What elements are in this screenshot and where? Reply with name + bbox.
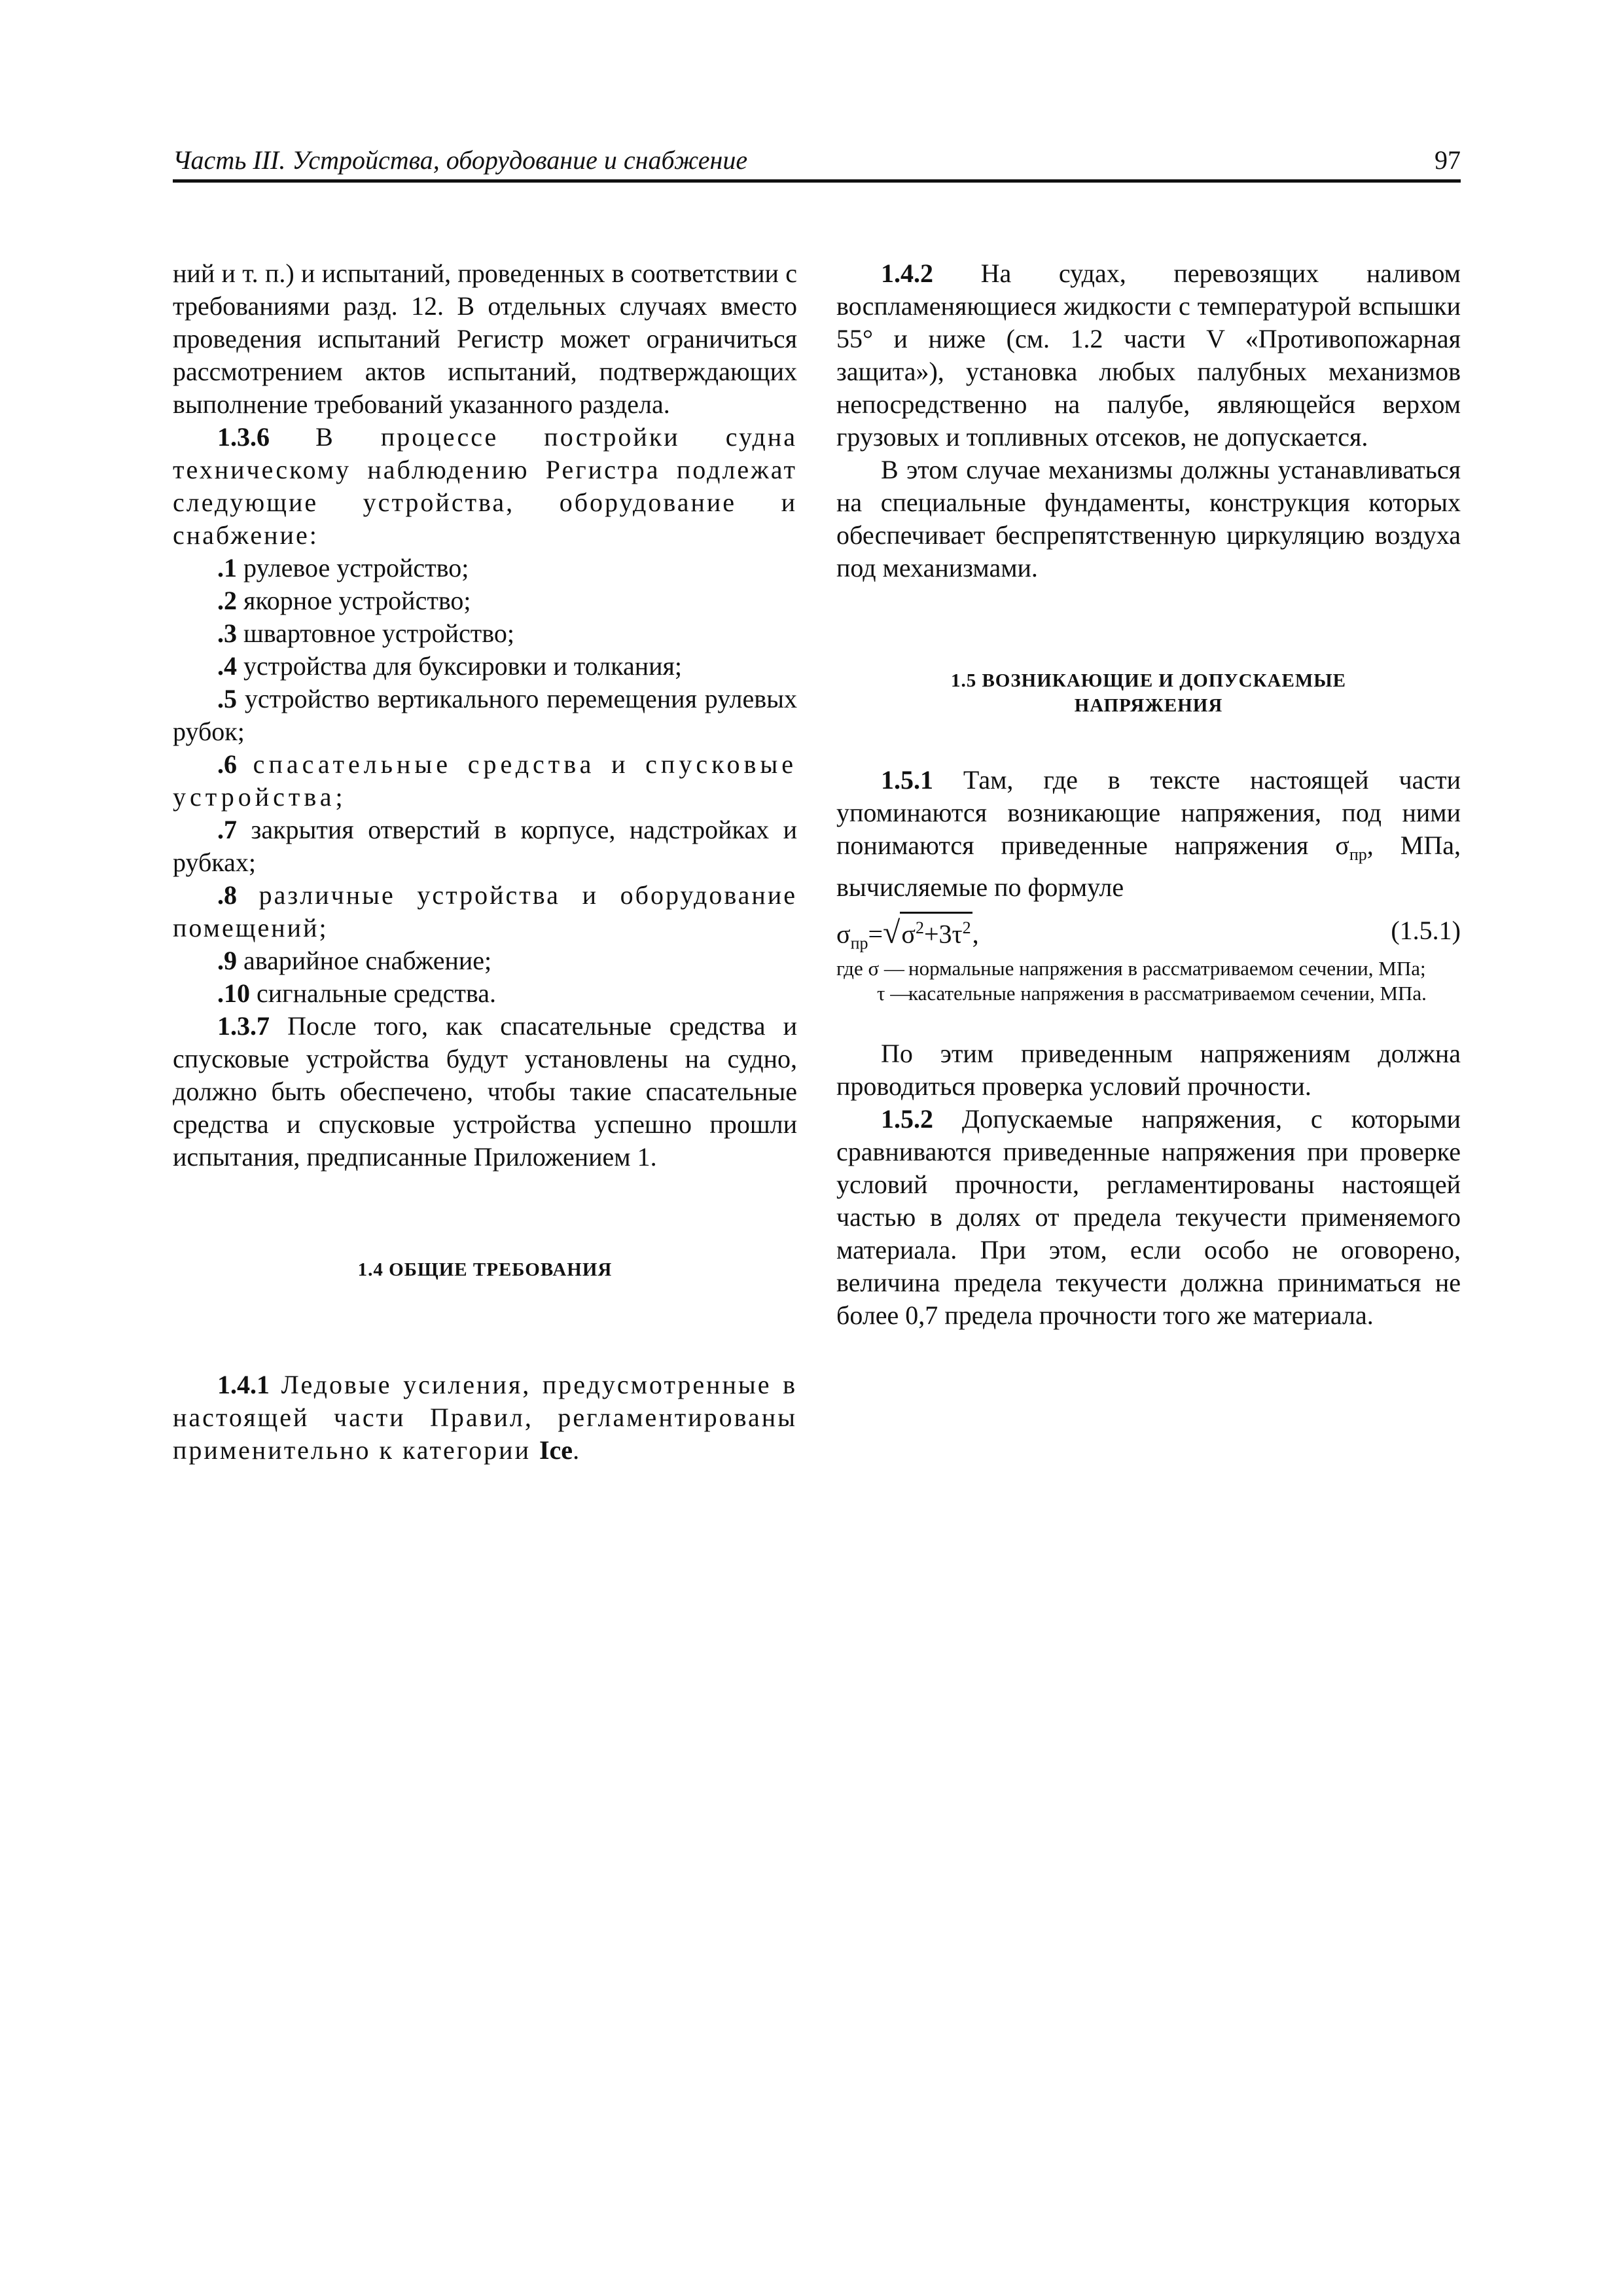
tau-term: +3τ	[923, 919, 963, 949]
list-item-number: .5	[217, 684, 237, 713]
list-item-number: .1	[217, 553, 237, 583]
sigma-term: σ	[901, 919, 916, 949]
clause-text: В процессе постройки судна техническому наблюдению Регистра подлежат следующие устройства, оборудование и снабжение:	[173, 422, 797, 550]
clause-text: Там, где в тексте настоящей части упоминаются возникающие напряжения, под ними понимаются приведенные напряжения σ	[836, 765, 1461, 860]
list-item-text: устройства для буксировки и толкания;	[237, 651, 683, 681]
formula-expression	[836, 912, 979, 962]
list-item	[173, 617, 797, 650]
list-item-number: .7	[217, 815, 237, 844]
list-item	[173, 584, 797, 617]
formula-legend	[836, 956, 1461, 1006]
list-item-number: .4	[217, 651, 237, 681]
exponent: 2	[962, 918, 971, 937]
running-header	[173, 141, 1461, 183]
left-column	[173, 257, 797, 1467]
comma: ,	[972, 919, 979, 949]
paragraph-1-4-2-continued: В этом случае механизмы должны устанавливаться на специальные фундаменты, конструкция которых обеспечивает беспрепятственную циркуляцию воздуха под механизмами.	[836, 455, 1461, 583]
list-item-number: .8	[217, 880, 237, 910]
equipment-list	[173, 552, 797, 1010]
clause-text: На судах, перевозящих наливом воспламеняющиеся жидкости с температурой вспышки 55° и ниже (см. 1.2 части V «Противопожарная защита»), установка любых палубных механизмов непосредственно на палубе, являющейся верхом грузовых и топливных отсеков, не допускается.	[836, 259, 1461, 452]
clause-number: 1.4.1	[217, 1370, 270, 1399]
formula-1-5-1	[836, 912, 1461, 953]
period: .	[573, 1435, 580, 1465]
paragraph-1-4-2	[836, 257, 1461, 454]
legend-text: нормальные напряжения в рассматриваемом сечении, МПа;	[908, 957, 1426, 980]
list-item	[173, 944, 797, 977]
list-item-text: сигнальные средства.	[250, 978, 496, 1008]
sigma-symbol: σ	[836, 919, 851, 949]
radical-sign: √	[883, 915, 901, 950]
list-item	[173, 552, 797, 584]
list-item-text: различные устройства и оборудование помещений;	[173, 880, 797, 942]
section-heading-1-5	[836, 668, 1461, 718]
list-item-number: .3	[217, 619, 237, 648]
subscript: пр	[1349, 845, 1367, 864]
subscript: пр	[850, 933, 868, 953]
paragraph-continued: ний и т. п.) и испытаний, проведенных в соответствии с требованиями разд. 12. В отдельных случаях вместо проведения испытаний Регистр может ограничиться рассмотрением актов испытаний, подтверждающих выполнение требований указанного раздела.	[173, 259, 797, 419]
list-item-text: спасательные средства и спусковые устройства;	[173, 749, 797, 812]
header-title: Часть III. Устройства, оборудование и снабжение	[173, 145, 748, 175]
equals-sign: =	[868, 919, 883, 949]
paragraph-1-5-1-continued: По этим приведенным напряжениям должна проводиться проверка условий прочности.	[836, 1039, 1461, 1101]
clause-number: 1.3.6	[217, 422, 270, 452]
list-item	[173, 977, 797, 1010]
list-item	[173, 814, 797, 879]
section-heading-line: 1.5 ВОЗНИКАЮЩИЕ И ДОПУСКАЕМЫЕ	[950, 670, 1347, 691]
clause-number: 1.4.2	[881, 259, 933, 288]
list-item-text: швартовное устройство;	[237, 619, 514, 648]
paragraph-1-3-7	[173, 1010, 797, 1174]
legend-symbol: τ —	[877, 982, 911, 1005]
right-column	[836, 257, 1461, 1332]
list-item-text: аварийное снабжение;	[237, 946, 492, 975]
paragraph-1-4-1	[173, 1369, 797, 1467]
list-item-number: .6	[217, 749, 237, 779]
clause-text: После того, как спасательные средства и спусковые устройства будут установлены на судно, должно быть обеспечено, чтобы такие спасательные средства и спусковые устройства успешно прошли испытания, предписанные Приложением 1.	[173, 1011, 797, 1172]
section-heading-1-4: 1.4 ОБЩИЕ ТРЕБОВАНИЯ	[357, 1259, 613, 1280]
paragraph-1-5-1	[836, 764, 1461, 904]
list-item	[173, 650, 797, 683]
page-number: 97	[1435, 145, 1461, 175]
list-item-text: якорное устройство;	[237, 586, 471, 615]
list-item	[173, 879, 797, 944]
list-item	[173, 683, 797, 748]
list-item-text: закрытия отверстий в корпусе, надстройках и рубках;	[173, 815, 797, 877]
clause-number: 1.5.2	[881, 1104, 933, 1134]
equation-number: (1.5.1)	[1391, 916, 1461, 945]
exponent: 2	[915, 918, 924, 937]
clause-text-end: , МПа, вычисляемые по формуле	[836, 831, 1461, 902]
clause-number: 1.3.7	[217, 1011, 270, 1041]
list-item	[173, 748, 797, 814]
list-item-number: .9	[217, 946, 237, 975]
list-item-number: .2	[217, 586, 237, 615]
list-item-number: .10	[217, 978, 250, 1008]
paragraph-1-3-6	[173, 421, 797, 552]
legend-text: касательные напряжения в рассматриваемом сечении, МПа.	[908, 982, 1427, 1005]
radicand	[900, 912, 972, 948]
section-heading-line: НАПРЯЖЕНИЯ	[1074, 695, 1223, 716]
list-item-text: устройство вертикального перемещения рулевых рубок;	[173, 684, 797, 746]
legend-row	[836, 981, 1461, 1006]
legend-symbol: где σ —	[836, 957, 904, 980]
list-item-text: рулевое устройство;	[237, 553, 469, 583]
legend-row	[836, 956, 1461, 981]
clause-number: 1.5.1	[881, 765, 933, 795]
clause-text: Допускаемые напряжения, с которыми сравниваются приведенные напряжения при проверке условий прочности, регламентированы настоящей частью в долях от предела текучести применяемого материала. При этом, если особо не оговорено, величина предела текучести должна приниматься не более 0,7 предела прочности того же материала.	[836, 1104, 1461, 1330]
ice-category: Ice	[539, 1435, 573, 1465]
clause-text: Ледовые усиления, предусмотренные в настоящей части Правил, регламентированы применительно к категории	[173, 1370, 797, 1465]
paragraph-1-5-2	[836, 1103, 1461, 1332]
